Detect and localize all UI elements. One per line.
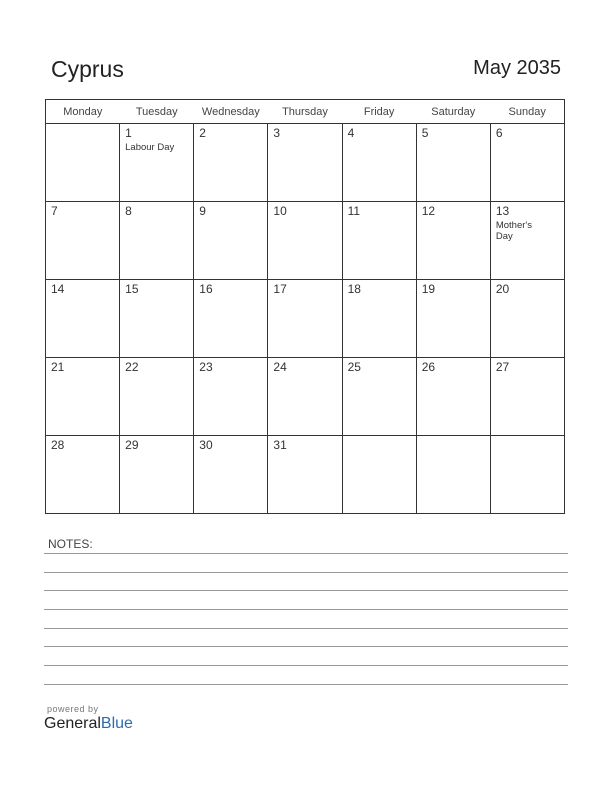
day-number: 28 — [51, 438, 65, 452]
day-number — [491, 436, 564, 439]
day-cell — [416, 124, 490, 202]
day-cell — [194, 202, 268, 280]
day-cell — [416, 280, 490, 358]
day-cell — [268, 280, 342, 358]
day-cell — [120, 280, 194, 358]
day-number: 20 — [495, 282, 510, 296]
day-cell — [120, 358, 194, 436]
note-line — [44, 684, 568, 685]
day-number: 26 — [421, 360, 436, 374]
day-cell — [120, 436, 194, 514]
calendar-grid — [45, 99, 565, 514]
day-number: 27 — [495, 360, 510, 374]
day-number — [343, 436, 416, 439]
day-number: 2 — [199, 126, 206, 140]
day-cell — [194, 124, 268, 202]
weekday-friday: Friday — [342, 100, 416, 124]
note-line — [44, 628, 568, 629]
brand-blue: Blue — [100, 715, 133, 732]
day-number — [46, 124, 119, 127]
day-number: 10 — [273, 204, 287, 218]
day-cell — [194, 358, 268, 436]
weekday-wednesday: Wednesday — [194, 100, 268, 124]
week-row — [46, 280, 565, 358]
weekday-header-row — [46, 100, 565, 124]
day-cell — [490, 358, 564, 436]
day-cell — [268, 202, 342, 280]
day-cell — [120, 202, 194, 280]
day-number: 3 — [273, 126, 281, 140]
day-number: 29 — [125, 438, 139, 452]
day-number: 7 — [51, 204, 58, 218]
note-line — [44, 553, 568, 554]
day-cell — [120, 124, 194, 202]
weekday-tuesday: Tuesday — [120, 100, 194, 124]
note-line — [44, 590, 568, 591]
brand-general: General — [44, 715, 101, 732]
day-number: 21 — [51, 360, 65, 374]
day-number: 18 — [347, 282, 361, 296]
day-number: 5 — [421, 126, 429, 140]
holiday-label: Labour Day — [125, 142, 175, 153]
note-line — [44, 609, 568, 610]
day-number: 12 — [421, 204, 436, 218]
weekday-sunday: Sunday — [490, 100, 564, 124]
note-line — [44, 646, 568, 647]
day-cell — [194, 280, 268, 358]
day-number: 8 — [125, 204, 132, 218]
week-row — [46, 436, 565, 514]
day-cell — [416, 202, 490, 280]
note-line — [44, 572, 568, 573]
day-number: 24 — [273, 360, 287, 374]
powered-by-text: powered by — [47, 704, 99, 714]
note-line — [44, 665, 568, 666]
day-number: 15 — [125, 282, 139, 296]
day-number: 17 — [273, 282, 287, 296]
brand-logo — [44, 704, 133, 733]
week-row — [46, 202, 565, 280]
weekday-saturday: Saturday — [416, 100, 490, 124]
month-title: May 2035 — [473, 57, 561, 79]
week-row — [46, 124, 565, 202]
day-number: 6 — [495, 126, 503, 140]
day-number: 1 — [125, 126, 132, 140]
day-number: 31 — [273, 438, 287, 452]
day-cell — [416, 436, 490, 514]
day-cell — [342, 436, 416, 514]
holiday-label: Mother's Day — [495, 220, 532, 242]
day-cell — [46, 280, 120, 358]
day-number: 25 — [347, 360, 361, 374]
day-cell — [342, 124, 416, 202]
day-number: 19 — [421, 282, 436, 296]
day-number: 11 — [347, 204, 361, 218]
day-number: 22 — [125, 360, 139, 374]
day-cell — [342, 202, 416, 280]
day-cell — [194, 436, 268, 514]
day-cell — [268, 124, 342, 202]
day-number: 30 — [199, 438, 213, 452]
day-cell — [490, 436, 564, 514]
day-cell — [46, 202, 120, 280]
weekday-monday: Monday — [46, 100, 120, 124]
day-cell — [46, 436, 120, 514]
weekday-thursday: Thursday — [268, 100, 342, 124]
brand-name — [44, 715, 133, 733]
day-cell — [46, 358, 120, 436]
day-cell — [46, 124, 120, 202]
day-cell — [268, 358, 342, 436]
day-number: 14 — [51, 282, 65, 296]
day-number: 16 — [199, 282, 213, 296]
day-number — [417, 436, 490, 439]
day-cell — [490, 202, 564, 280]
day-number: 9 — [199, 204, 206, 218]
day-cell — [490, 124, 564, 202]
day-number: 4 — [347, 126, 355, 140]
notes-label: NOTES: — [48, 537, 93, 551]
day-cell — [342, 280, 416, 358]
day-cell — [342, 358, 416, 436]
country-title: Cyprus — [51, 56, 124, 82]
day-cell — [490, 280, 564, 358]
day-number: 13 — [495, 204, 510, 218]
day-cell — [268, 436, 342, 514]
day-number: 23 — [199, 360, 213, 374]
day-cell — [416, 358, 490, 436]
week-row — [46, 358, 565, 436]
